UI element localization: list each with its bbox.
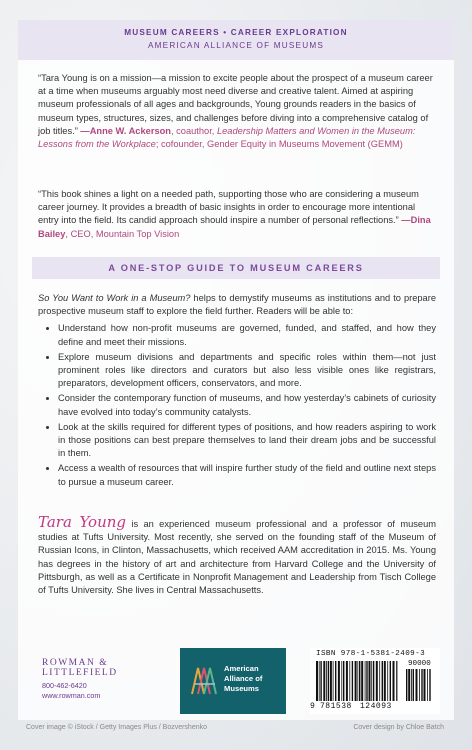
back-cover-panel bbox=[18, 20, 454, 720]
aam-logo-text bbox=[224, 664, 262, 694]
intro-paragraph bbox=[38, 292, 436, 318]
barcode-bars-icon bbox=[316, 661, 398, 701]
publisher-phone: 800-462-6420 bbox=[42, 681, 87, 690]
aam-line-1: American bbox=[224, 664, 259, 673]
description bbox=[38, 292, 436, 491]
endorsement-1-dash: — bbox=[77, 125, 90, 136]
endorsement-2-name: Dina Bailey bbox=[38, 215, 431, 239]
price-code: 90000 bbox=[408, 660, 431, 668]
endorsement-2-dash: — bbox=[398, 215, 411, 226]
barcode bbox=[310, 648, 440, 714]
barcode-digits-right: 124093 bbox=[360, 702, 392, 711]
endorsement-2-text: “This book shines a light on a needed path, supporting those who are considering a museum career journey. It provides a breadth of basic insights in order to encourage more intentional entry into the field. Its candid approach should inspire a number of personal reflections.” bbox=[38, 189, 419, 226]
endorsement-1-affil-b: ; cofounder, Gender Equity in Museums Movement (GEMM) bbox=[155, 139, 403, 150]
barcode-digit-lead: 9 bbox=[310, 702, 315, 711]
price-barcode-bars-icon bbox=[406, 669, 432, 701]
reader-benefits-list bbox=[38, 322, 436, 488]
author-bio bbox=[38, 513, 437, 597]
author-name: Tara Young bbox=[38, 513, 127, 531]
book-title: So You Want to Work in a Museum? bbox=[38, 293, 191, 303]
list-item: • Explore museum divisions and departments and specific roles within them—not just prominent roles like directors and curators but also less visible ones like registrars, preparators, development officers, conservators, and more. bbox=[58, 351, 436, 391]
aam-logo bbox=[180, 648, 286, 714]
series-header bbox=[18, 20, 454, 60]
series-publisher: AMERICAN ALLIANCE OF MUSEUMS bbox=[148, 41, 324, 50]
author-bio-text: is an experienced museum professional and a professor of museum studies at Tufts University. Most recently, she served on the founding staff of the Museum of Russian Icons, in Clinton, Massachusetts, which received AAM accreditation in 2015. Ms. Young has degrees in the history of art and architecture from Harvard College and the University of Pittsburgh, as well as a Certificate in Nonprofit Management and Leadership from Tisch College of Tufts University. She lives in Central Massachusetts. bbox=[38, 519, 437, 596]
footer bbox=[32, 648, 440, 718]
list-item: • Consider the contemporary function of museums, and how yesterday’s cabinets of curiosity have evolved into today’s community catalysts. bbox=[58, 392, 436, 418]
list-item: • Understand how non-profit museums are governed, funded, and staffed, and how they define and meet their missions. bbox=[58, 322, 436, 348]
aam-line-2: Alliance of bbox=[224, 674, 263, 683]
endorsement-2-affil: , CEO, Mountain Top Vision bbox=[65, 228, 180, 239]
barcode-digits-left: 781538 bbox=[320, 702, 352, 711]
cover-image-credit: Cover image © iStock / Getty Images Plus / Bozvershenko bbox=[26, 724, 208, 731]
list-item: • Look at the skills required for different types of positions, and how readers aspiring to work in those positions can best prepare themselves to land their dream jobs and be successful in them. bbox=[58, 421, 436, 461]
series-title: MUSEUM CAREERS • CAREER EXPLORATION bbox=[124, 28, 348, 37]
publisher-url[interactable]: www.rowman.com bbox=[42, 690, 101, 700]
endorsement-1 bbox=[38, 72, 436, 151]
endorsement-1-name: Anne W. Ackerson bbox=[89, 125, 171, 136]
aam-line-3: Museums bbox=[224, 684, 260, 693]
cover-design-credit: Cover design by Chloe Batch bbox=[353, 724, 444, 731]
aam-mark-icon bbox=[190, 664, 220, 698]
publisher-name-1: ROWMAN & bbox=[42, 658, 109, 668]
section-banner: A ONE-STOP GUIDE TO MUSEUM CAREERS bbox=[32, 257, 440, 279]
isbn-label: ISBN 978-1-5381-2409-3 bbox=[316, 650, 426, 658]
list-item: • Access a wealth of resources that will inspire further study of the field and outline next steps to pursue a museum career. bbox=[58, 462, 436, 488]
intro-text: helps to demystify museums as institutions and to prepare prospective museum staff to explore the field further. Readers will be able to: bbox=[38, 293, 436, 317]
publisher-logo bbox=[42, 658, 152, 700]
endorsement-1-affil-a: , coauthor, bbox=[170, 125, 217, 136]
endorsement-1-book-title: Leadership Matters and Women in the Museum: Lessons from the Workplace bbox=[38, 125, 416, 150]
publisher-name-2: LITTLEFIELD bbox=[42, 668, 118, 678]
endorsement-1-text: “Tara Young is on a mission—a mission to excite people about the prospect of a museum career at a time when museums arguably most need diverse and creative talent. Aimed at aspiring museum professionals of all ages and backgrounds, Young grounds readers in the basics of museum types, structures, sizes, and challenges before diving into a comprehensive catalog of job titles.” bbox=[38, 73, 433, 136]
endorsement-2 bbox=[38, 188, 436, 241]
